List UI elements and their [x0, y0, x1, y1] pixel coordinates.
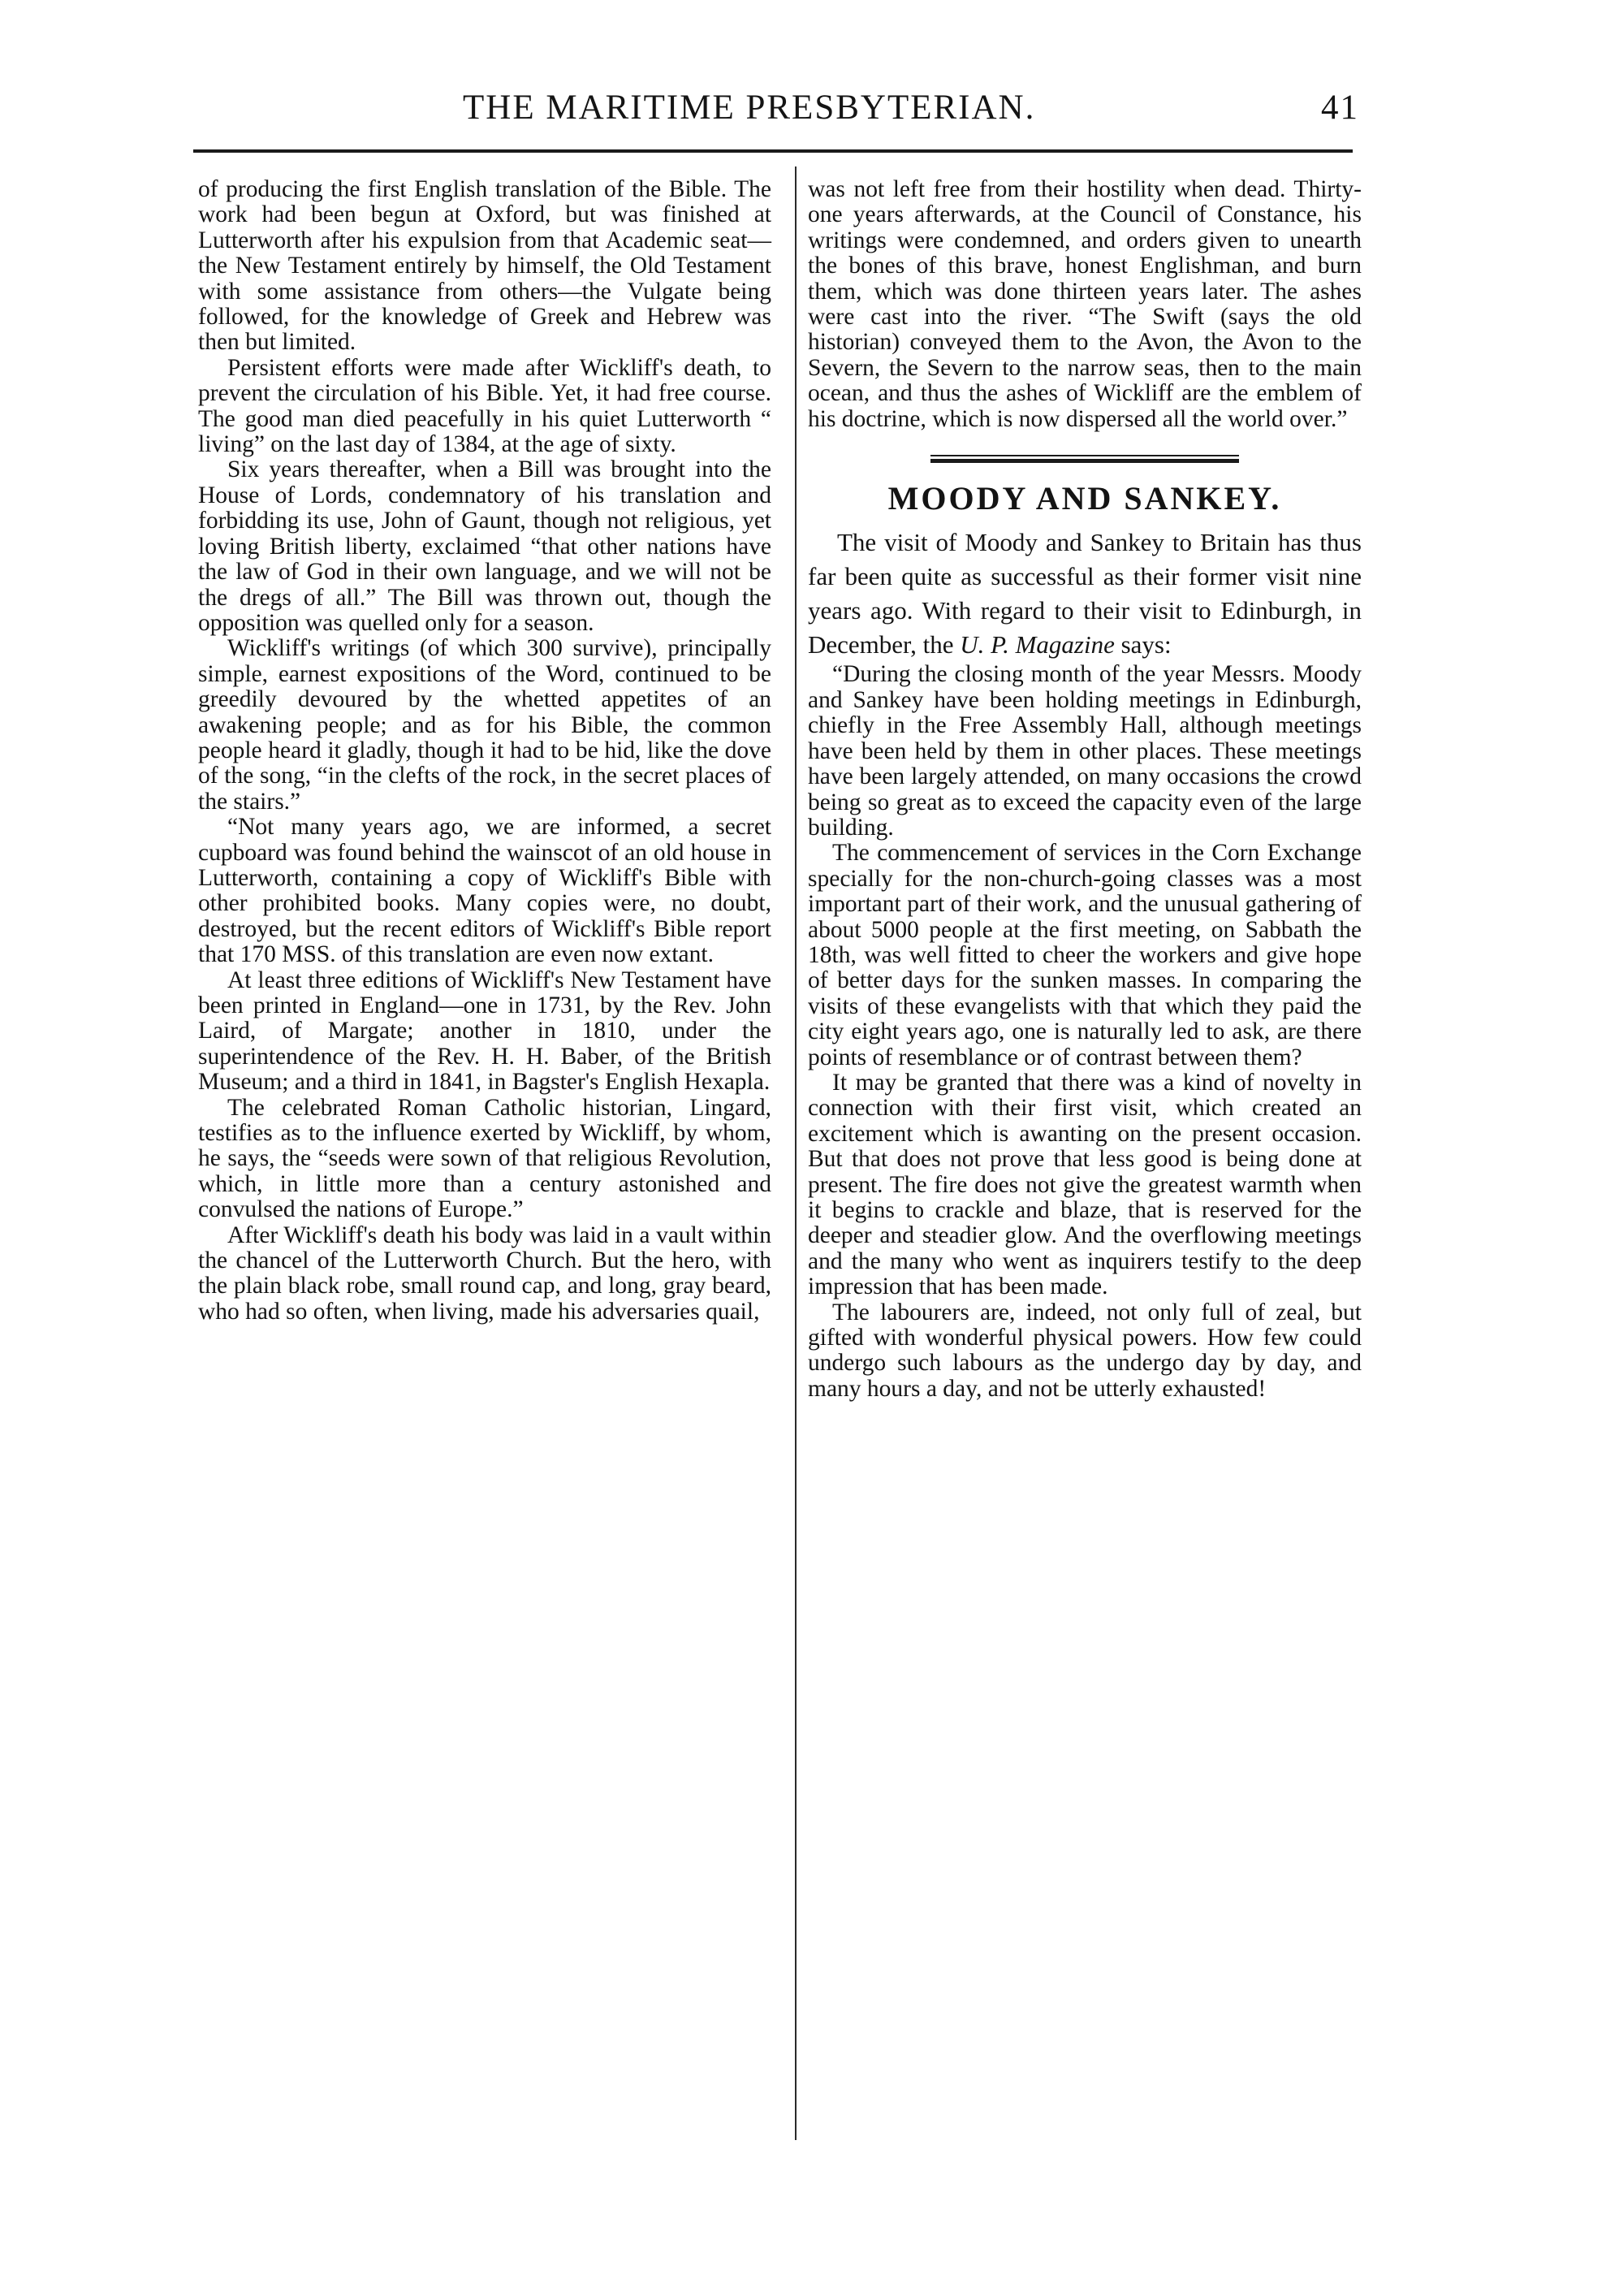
article-paragraph: “During the closing month of the year Messrs. Moody and Sankey have been holding meetings in Edinburgh, chiefly in the Free Assembly Hall, although meetings have been held by them in other places. These meetings have been largely attended, on many occasions the crowd being so great as to exceed the capacity even of the large building.: [808, 661, 1362, 841]
publication-title: THE MARITIME PRESBYTERIAN.: [463, 89, 1036, 127]
page-number: 41: [1321, 89, 1359, 127]
section-divider: [930, 455, 1239, 465]
article-paragraph: It may be granted that there was a kind of novelty in connection with their first visit, which created an excitement which is awanting on the present occasion. But that does not prove that less good is being done at present. The fire does not give the greatest warmth when it begins to crackle and blaze, that is reserved for the deeper and steadier glow. And the overflowing meetings and the many who went as inquirers testify to the deep impression that has been made.: [808, 1069, 1362, 1300]
article-paragraph: Wickliff's writings (of which 300 survive), principally simple, earnest expositions of the Word, continued to be greedily devoured by the whetted appetites of an awakening people; and as for his Bible, the common people heard it gladly, though it had to be hid, like the dove of the song, “in the clefts of the rock, in the secret places of the stairs.”: [198, 635, 771, 815]
article-intro: [808, 525, 1362, 662]
article-paragraph: At least three editions of Wickliff's New Testament have been printed in England—one in 1731, by the Rev. John Laird, of Margate; another in 1810, under the superintendence of the Rev. H. H. Baber, of the British Museum; and a third in 1841, in Bagster's English Hexapla.: [198, 966, 771, 1096]
article-paragraph: The commencement of services in the Corn Exchange specially for the non-church-going classes was a most important part of their work, and the unusual gathering of about 5000 people at the first meeting, on Sabbath the 18th, was well fitted to cheer the workers and give hope of better days for the sunken masses. In comparing the visits of these evangelists with that which they paid the city eight years ago, one is naturally led to ask, are there points of resemblance or of contrast between them?: [808, 840, 1362, 1070]
column-divider: [795, 166, 797, 2140]
article-continuation: was not left free from their hostility when dead. Thirty-one years afterwards, at the Council of Constance, his writings were condemned, and orders given to unearth the bones of this brave, honest Englishman, and burn them, which was done thirteen years later. The ashes were cast into the river. “The Swift (says the old historian) conveyed them to the Avon, the Avon to the Severn, the Severn to the narrow seas, then to the main ocean, and thus the ashes of Wickliff are the emblem of his doctrine, which is now dispersed all the world over.”: [808, 176, 1362, 432]
article-paragraph: Six years thereafter, when a Bill was brought into the House of Lords, condemnatory of his translation and forbidding its use, John of Gaunt, though not religious, yet loving British liberty, exclaimed “that other nations have the law of God in their own language, and we will not be the dregs of all.” The Bill was thrown out, though the opposition was quelled only for a season.: [198, 456, 771, 636]
article-paragraph: After Wickliff's death his body was laid in a vault within the chancel of the Lutterworth Church. But the hero, with the plain black robe, small round cap, and long, gray beard, who had so often, when living, made his adversaries quail,: [198, 1222, 771, 1325]
article-paragraph: The labourers are, indeed, not only full of zeal, but gifted with wonderful physical powers. How few could undergo such labours as the undergo day by day, and many hours a day, and not be utterly exhausted!: [808, 1299, 1362, 1402]
header-rule: [193, 149, 1353, 153]
article-paragraph: of producing the first English translation of the Bible. The work had been begun at Oxford, but was finished at Lutterworth after his expulsion from that Academic seat—the New Testament entirely by himself, the Old Testament with some assistance from others—the Vulgate being followed, for the knowledge of Greek and Hebrew was then but limited.: [198, 176, 771, 356]
article-paragraph: The celebrated Roman Catholic historian, Lingard, testifies as to the influence exerted by Wickliff, by whom, he says, the “seeds were sown of that religious Revolution, which, in little more than a century astonished and convulsed the nations of Europe.”: [198, 1094, 771, 1223]
magazine-title: U. P. Magazine: [960, 630, 1115, 659]
intro-text: The visit of Moody and Sankey to Britain has thus far been quite as successful as their former visit nine years ago. With regard to their visit to Edinburgh, in December, the: [808, 528, 1362, 659]
intro-paragraph: [808, 525, 1362, 662]
left-column: [198, 177, 771, 1325]
quoted-article: [808, 662, 1362, 1402]
article-paragraph: Persistent efforts were made after Wickliff's death, to prevent the circulation of his Bible. Yet, it had free course. The good man died peacefully in his quiet Lutterworth “ living” on the last day of 1384, at the age of sixty.: [198, 354, 771, 458]
running-head: [195, 88, 1359, 136]
intro-text-end: says:: [1114, 630, 1172, 659]
article-paragraph: “Not many years ago, we are informed, a secret cupboard was found behind the wainscot of an old house in Lutterworth, containing a copy of Wickliff's Bible with other prohibited books. Many copies were, no doubt, destroyed, but the recent editors of Wickliff's Bible report that 170 MSS. of this translation are even now extant.: [198, 814, 771, 968]
section-heading: MOODY AND SANKEY.: [887, 480, 1282, 517]
right-column: [808, 177, 1362, 1402]
